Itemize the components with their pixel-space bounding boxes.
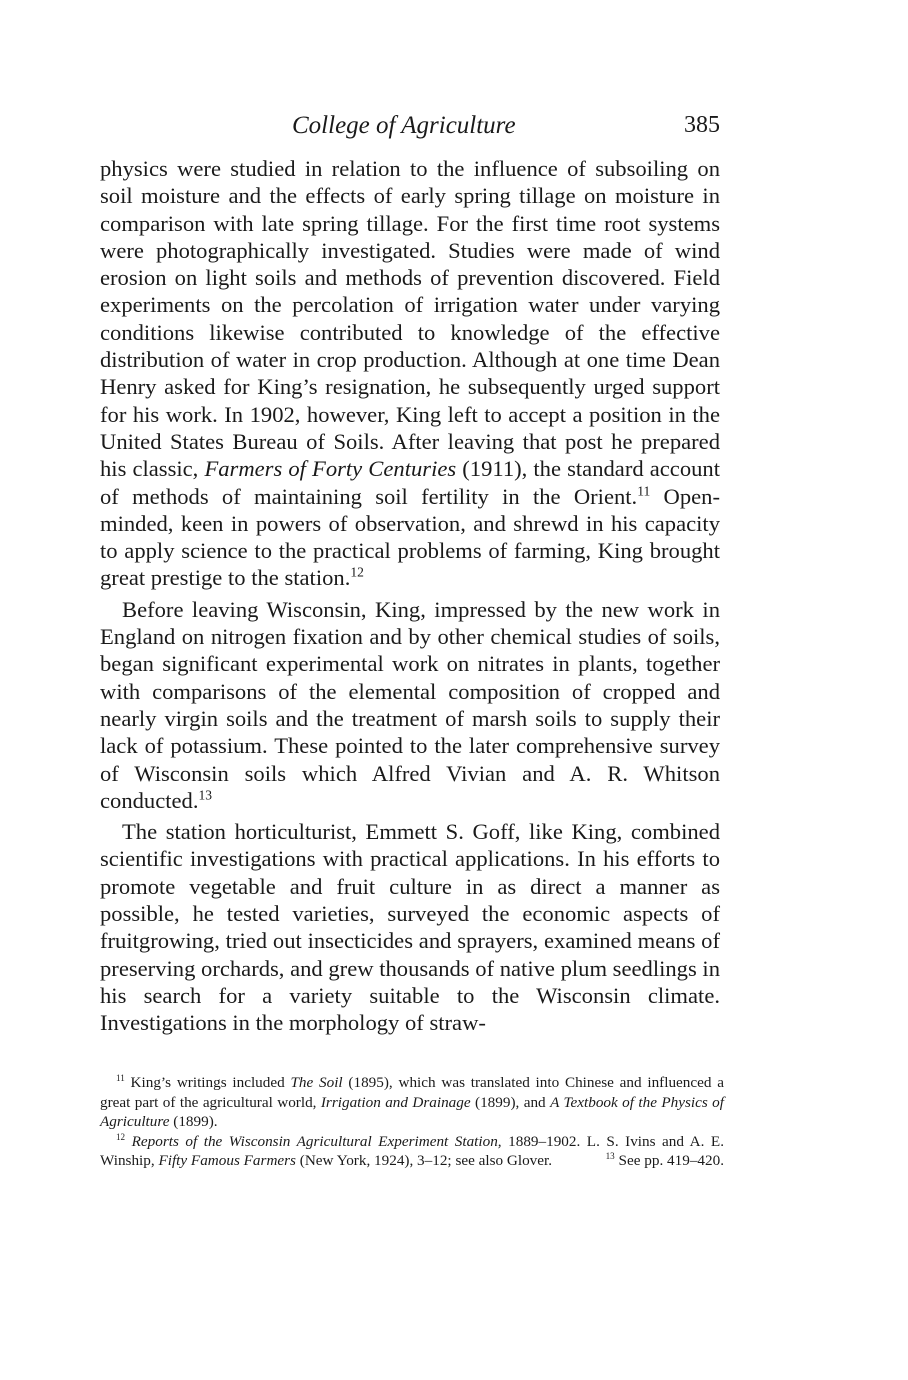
body-text bbox=[100, 155, 720, 1041]
text-run: King’s writings included bbox=[124, 1074, 291, 1091]
footnote-ref: 12 bbox=[350, 564, 364, 580]
footnote-ref: 13 bbox=[605, 1151, 615, 1162]
text-run: (1895), which was translated into Chinese and influenced a great part of the agricultural world, bbox=[100, 1074, 724, 1111]
paragraph bbox=[100, 818, 720, 1036]
running-title: College of Agriculture bbox=[292, 112, 516, 139]
page-header bbox=[100, 112, 720, 146]
text-run: (New York, 1924), 3–12; see also Glover. bbox=[295, 1152, 553, 1170]
footnotes bbox=[100, 1073, 724, 1171]
text-run: 1889–1902. L. S. Ivins and A. E. Winship, bbox=[100, 1132, 724, 1170]
footnote bbox=[100, 1132, 724, 1171]
text-run: physics were studied in relation to the influence of subsoiling on soil moisture and the effects of early spring tillage on moisture in comparison with late spring tillage. For the first time root systems were photographically investigated. Studies were made of wind erosion on light soils and methods of prevention discovered. Field experiments on the percolation of irrigation water under varying conditions likewise contributed to knowledge of the effective distribution of water in crop production. Although at one time Dean Henry asked for King’s resignation, he subsequently urged support for his work. In 1902, however, King left to accept a position in the United States Bureau of Soils. After leaving that post he prepared his classic, bbox=[100, 156, 720, 482]
italic-text: Reports of the Wisconsin Agricultural Experiment Station, bbox=[131, 1132, 502, 1150]
paragraph bbox=[100, 596, 720, 814]
paragraph bbox=[100, 155, 720, 592]
text-run: See pp. 419–420. bbox=[614, 1152, 724, 1170]
italic-text: A Textbook of the Physics of Agriculture bbox=[100, 1093, 724, 1131]
footnote-trailing bbox=[590, 1151, 724, 1171]
italic-text: Fifty Famous Farmers bbox=[158, 1152, 296, 1170]
text-run: The station horticulturist, Emmett S. Goff, like King, combined scientific investigations with practical applications. In his efforts to promote vegetable and fruit culture in as direct a manner as possible, he tested varieties, surveyed the economic aspects of fruitgrowing, tried out insecticides and sprayers, examined means of preserving orchards, and grew thousands of native plum seedlings in his search for a variety suitable to the Wisconsin climate. Investigations in the morphology of straw- bbox=[100, 819, 720, 1036]
italic-text: Irrigation and Drainage bbox=[320, 1093, 471, 1111]
text-run: (1899). bbox=[169, 1113, 218, 1131]
text-run: (1911), the standard account of methods of maintaining soil fertility in the Orient. bbox=[100, 456, 720, 509]
text-run: (1899), and bbox=[470, 1093, 551, 1111]
text-run: Before leaving Wisconsin, King, impressed by the new work in England on nitrogen fixation and by other chemical studies of soils, began significant experimental work on nitrates in plants, together with comparisons of the elemental composition of cropped and nearly virgin soils and the treatment of marsh soils to supply their lack of potassium. These pointed to the later comprehensive survey of Wisconsin soils which Alfred Vivian and A. R. Whitson conducted. bbox=[100, 596, 720, 813]
footnote-ref: 13 bbox=[198, 787, 213, 803]
footnote bbox=[100, 1073, 724, 1132]
italic-text: The Soil bbox=[290, 1074, 343, 1091]
text-run: Open-minded, keen in powers of observation, and shrewd in his capacity to apply science to the practical problems of farming, King brought great prestige to the station. bbox=[100, 483, 720, 591]
footnote-ref: 12 bbox=[116, 1131, 126, 1142]
italic-text: Farmers of Forty Centuries bbox=[204, 456, 457, 482]
page-number: 385 bbox=[684, 112, 720, 138]
footnote-ref: 11 bbox=[116, 1072, 125, 1083]
footnote-ref: 11 bbox=[637, 483, 651, 499]
